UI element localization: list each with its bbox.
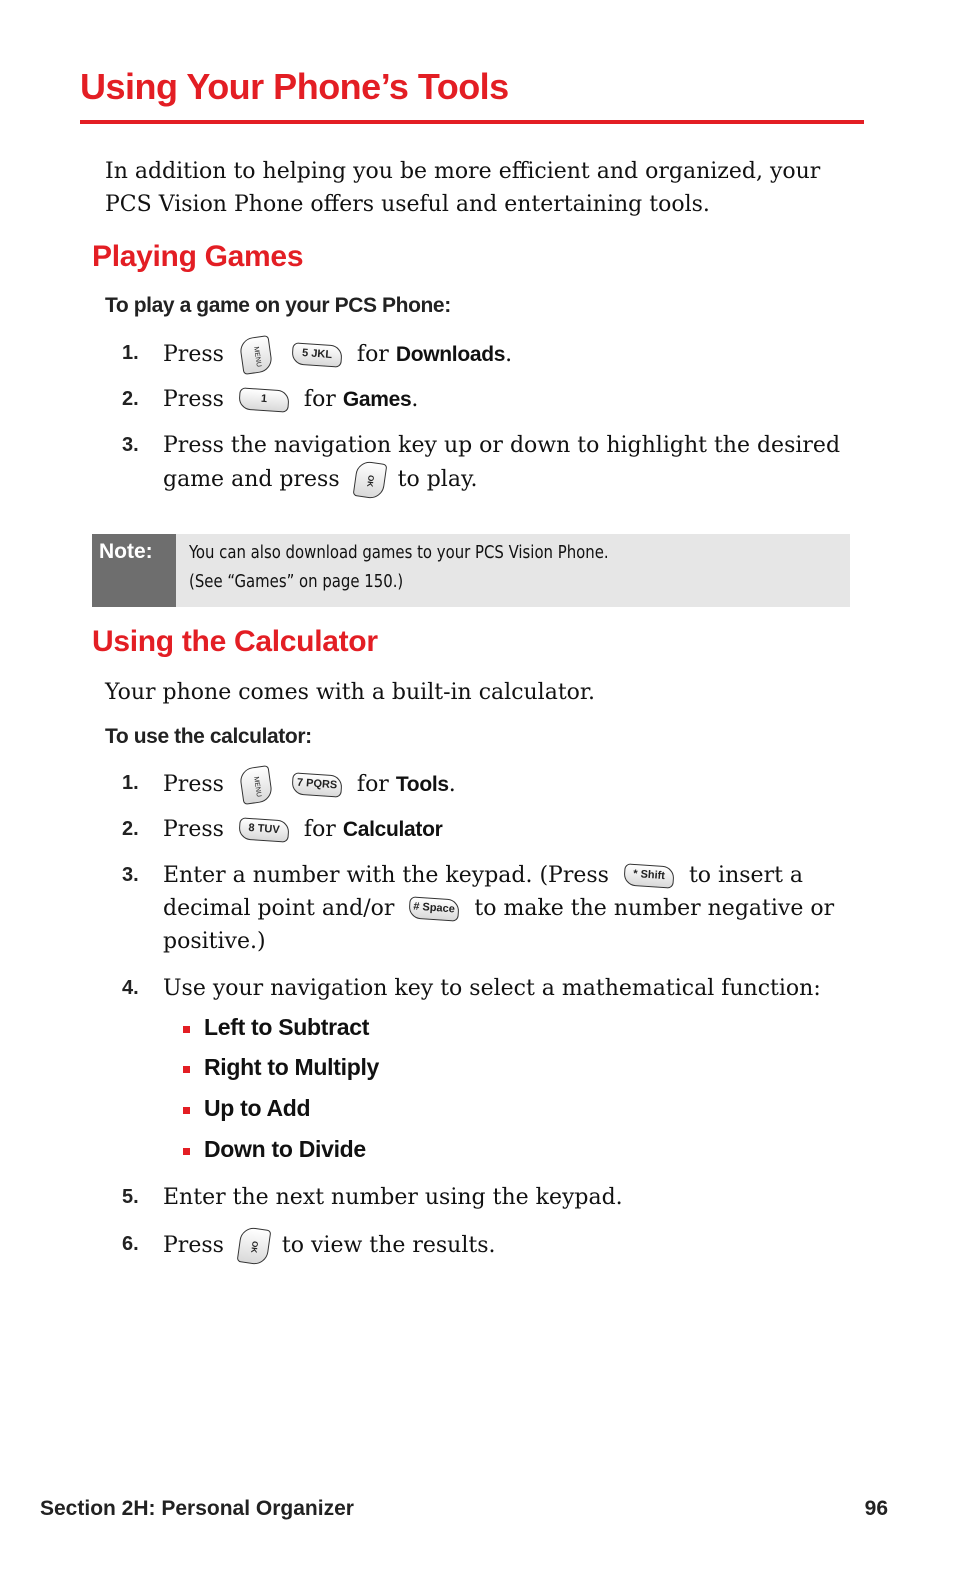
note-line: You can also download games to your PCS Vision Phone. bbox=[189, 542, 609, 563]
playing-games-subheading: To play a game on your PCS Phone: bbox=[105, 294, 451, 317]
games-step-3 bbox=[122, 429, 842, 498]
ok-key-icon: OK bbox=[352, 460, 387, 500]
step-text: Press the navigation key up or down to highlight the desired game and press bbox=[163, 433, 841, 492]
pound-key-icon: # Space bbox=[409, 896, 460, 921]
key-5-icon: 5 JKL bbox=[291, 342, 342, 367]
step-text: to play. bbox=[397, 467, 478, 492]
step-text: Press bbox=[163, 342, 224, 367]
step-text: to make the number negative or positive.) bbox=[163, 896, 835, 954]
menu-key-icon: MENU bbox=[239, 335, 274, 375]
step-text: for bbox=[356, 772, 389, 797]
function-label: Up to Add bbox=[204, 1095, 311, 1121]
calculator-heading: Using the Calculator bbox=[92, 625, 378, 658]
calc-step-5 bbox=[122, 1181, 842, 1214]
note-text bbox=[189, 538, 787, 596]
calc-step-4 bbox=[122, 972, 842, 1005]
step-text: Press bbox=[163, 817, 224, 842]
step-bold-term: Games bbox=[342, 388, 412, 411]
key-7-icon: 7 PQRS bbox=[291, 772, 342, 797]
note-label: Note: bbox=[92, 534, 176, 607]
step-text: Enter the next number using the keypad. bbox=[163, 1185, 623, 1210]
page-title: Using Your Phone’s Tools bbox=[80, 66, 509, 107]
function-label: Right to Multiply bbox=[204, 1054, 380, 1080]
calc-step-3 bbox=[122, 859, 842, 958]
calc-step-1: 1. Press MENU 7 PQRS for Tools. bbox=[122, 767, 842, 803]
step-number: 1. bbox=[122, 772, 139, 794]
title-rule bbox=[80, 120, 864, 124]
calculator-intro: Your phone comes with a built-in calculator. bbox=[105, 680, 596, 705]
note-box bbox=[92, 534, 850, 607]
bullet-square-icon bbox=[183, 1148, 190, 1155]
step-text: for bbox=[303, 387, 336, 412]
step-text: for bbox=[303, 817, 336, 842]
step-number: 5. bbox=[122, 1186, 139, 1208]
star-key-icon: * Shift bbox=[623, 863, 674, 888]
function-bullet bbox=[183, 1014, 369, 1041]
games-step-1: 1. Press MENU 5 JKL for Downloads. bbox=[122, 337, 842, 373]
step-text: Press bbox=[163, 772, 224, 797]
step-text: to view the results. bbox=[281, 1233, 496, 1258]
function-label: Down to Divide bbox=[204, 1136, 366, 1162]
ok-key-icon: OK bbox=[237, 1226, 272, 1266]
step-number: 3. bbox=[122, 434, 139, 456]
step-text: Press bbox=[163, 1233, 224, 1258]
step-number: 4. bbox=[122, 977, 139, 999]
step-text: for bbox=[356, 342, 389, 367]
function-bullet bbox=[183, 1095, 310, 1122]
games-step-2: 2. Press 1 for Games. bbox=[122, 383, 842, 416]
step-number: 1. bbox=[122, 342, 139, 364]
calc-step-6 bbox=[122, 1228, 842, 1264]
step-number: 3. bbox=[122, 864, 139, 886]
function-label: Left to Subtract bbox=[204, 1014, 370, 1040]
function-bullet bbox=[183, 1136, 366, 1163]
step-number: 2. bbox=[122, 388, 139, 410]
menu-key-icon: MENU bbox=[239, 765, 274, 805]
bullet-square-icon bbox=[183, 1066, 190, 1073]
step-bold-term: Tools bbox=[395, 773, 449, 796]
footer-section: Section 2H: Personal Organizer bbox=[40, 1497, 354, 1520]
step-bold-term: Downloads bbox=[395, 343, 506, 366]
step-number: 2. bbox=[122, 818, 139, 840]
step-text: Use your navigation key to select a mathematical function: bbox=[163, 976, 821, 1001]
page-number: 96 bbox=[864, 1497, 888, 1520]
step-bold-term: Calculator bbox=[342, 818, 443, 841]
playing-games-heading: Playing Games bbox=[92, 240, 304, 273]
bullet-square-icon bbox=[183, 1107, 190, 1114]
key-1-icon: 1 bbox=[238, 387, 289, 412]
calc-step-2 bbox=[122, 813, 842, 846]
bullet-square-icon bbox=[183, 1026, 190, 1033]
step-text: Press bbox=[163, 387, 224, 412]
intro-paragraph: In addition to helping you be more efficient and organized, your PCS Vision Phone offers useful and entertaining tools. bbox=[105, 159, 821, 217]
step-text: to insert a decimal point and/or bbox=[163, 863, 804, 921]
calculator-subheading: To use the calculator: bbox=[105, 725, 312, 748]
note-line: (See “Games” on page 150.) bbox=[189, 571, 404, 592]
key-8-icon: 8 TUV bbox=[238, 817, 289, 842]
step-number: 6. bbox=[122, 1233, 139, 1255]
step-text: Enter a number with the keypad. (Press bbox=[163, 863, 609, 888]
function-bullet bbox=[183, 1054, 379, 1081]
